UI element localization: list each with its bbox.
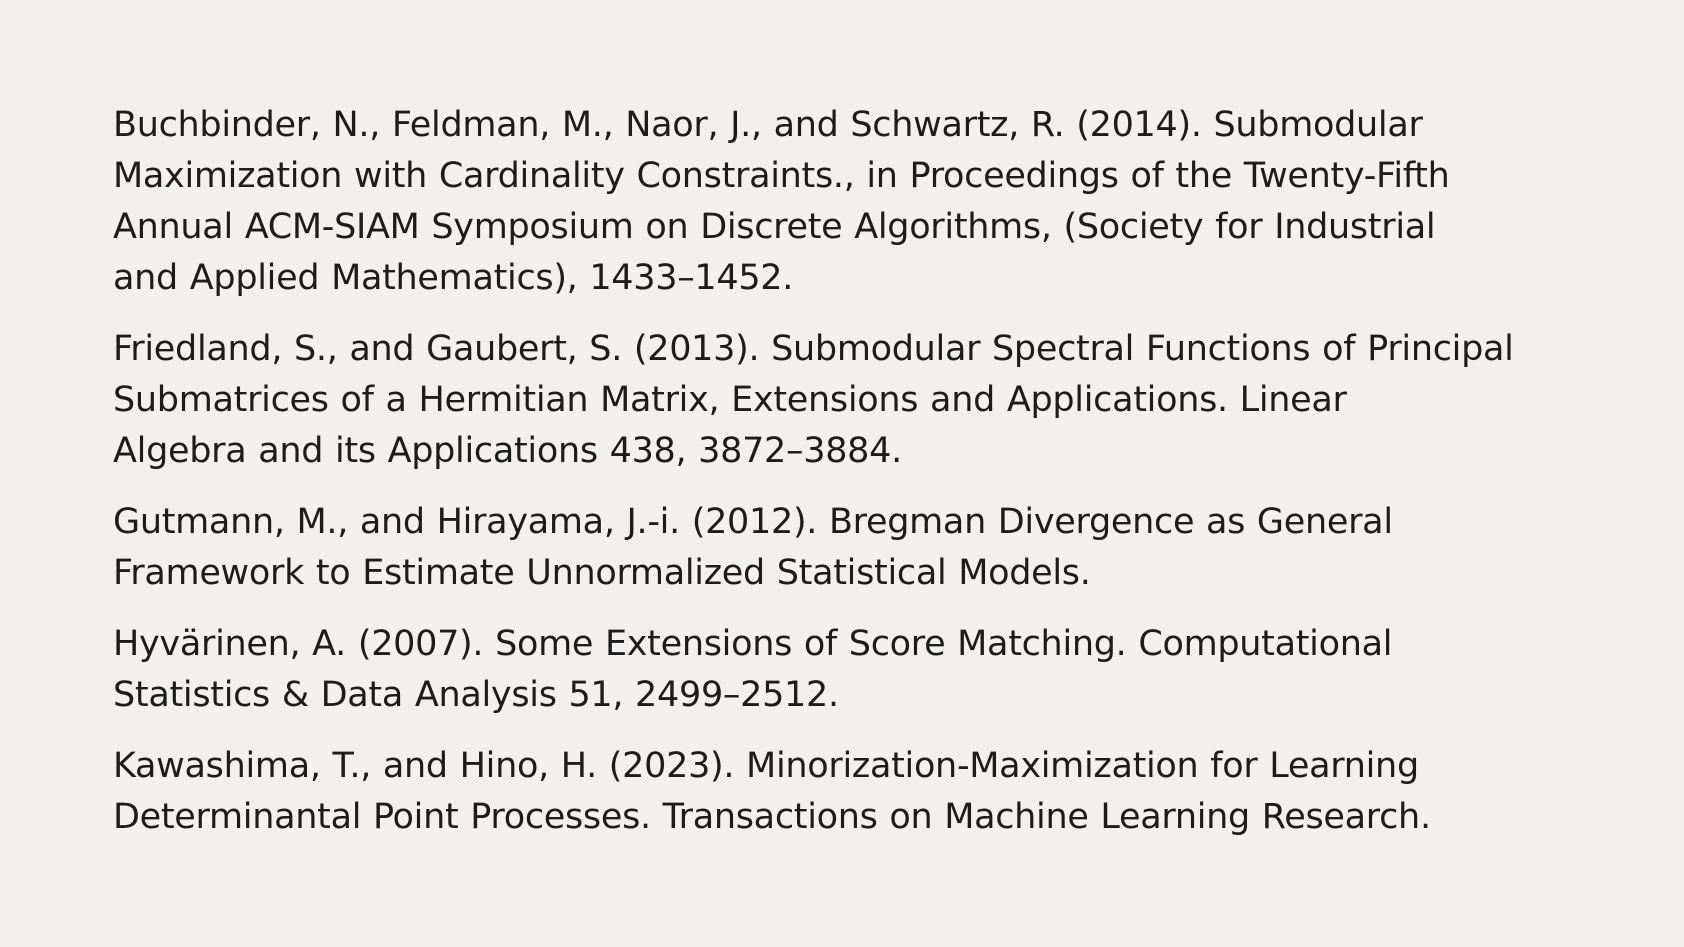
reference-line: Determinantal Point Processes. Transactions on Machine Learning Research.: [113, 797, 1431, 837]
reference-entry: [113, 497, 1613, 599]
reference-list: [113, 100, 1613, 863]
reference-line: and Applied Mathematics), 1433–1452.: [113, 258, 794, 298]
reference-line: Framework to Estimate Unnormalized Statistical Models.: [113, 553, 1091, 593]
reference-line: Friedland, S., and Gaubert, S. (2013). Submodular Spectral Functions of Principal: [113, 329, 1514, 369]
reference-entry: [113, 619, 1613, 721]
reference-line: Statistics & Data Analysis 51, 2499–2512.: [113, 675, 839, 715]
reference-line: Maximization with Cardinality Constraints., in Proceedings of the Twenty-Fifth: [113, 156, 1450, 196]
reference-entry: [113, 324, 1613, 477]
reference-entry: [113, 741, 1613, 843]
reference-line: Submatrices of a Hermitian Matrix, Extensions and Applications. Linear: [113, 380, 1347, 420]
reference-line: Kawashima, T., and Hino, H. (2023). Minorization-Maximization for Learning: [113, 746, 1419, 786]
reference-line: Gutmann, M., and Hirayama, J.-i. (2012). Bregman Divergence as General: [113, 502, 1393, 542]
reference-line: Algebra and its Applications 438, 3872–3884.: [113, 431, 902, 471]
reference-line: Annual ACM-SIAM Symposium on Discrete Algorithms, (Society for Industrial: [113, 207, 1436, 247]
reference-entry: [113, 100, 1613, 304]
reference-line: Hyvärinen, A. (2007). Some Extensions of Score Matching. Computational: [113, 624, 1393, 664]
reference-line: Buchbinder, N., Feldman, M., Naor, J., and Schwartz, R. (2014). Submodular: [113, 105, 1423, 145]
